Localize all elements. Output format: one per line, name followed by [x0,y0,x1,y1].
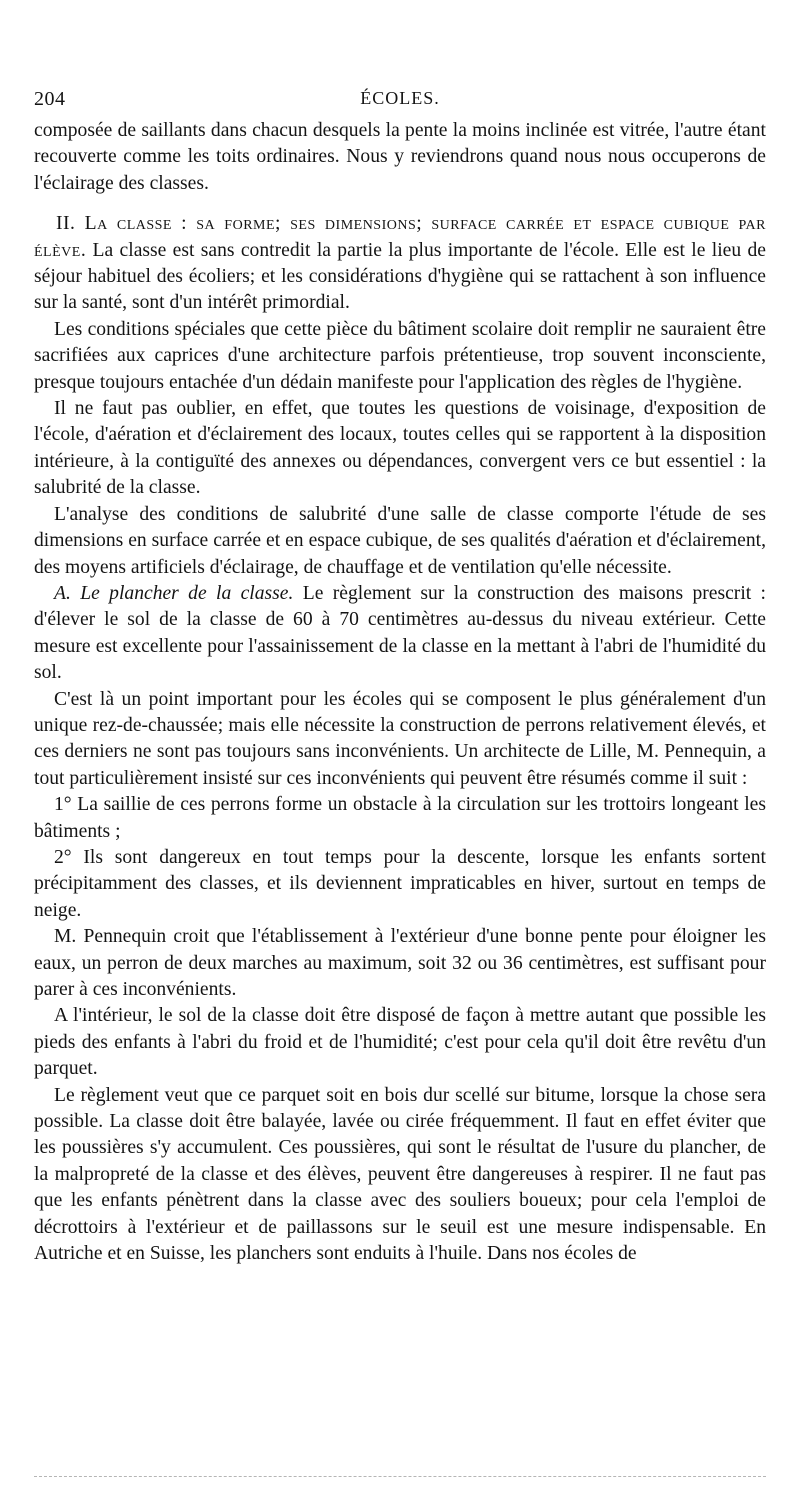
paragraph: L'analyse des conditions de salubrité d'une salle de classe comporte l'étude de ses dimensions en surface carrée et en espace cubique, de ses qualités d'aération et d'éclairement, des moyens artificiels d'éclairage, de chauffage et de ventilation qu'elle nécessite. [34,503,766,578]
subsection-paragraph [34,581,766,687]
list-item: 1° La saillie de ces perrons forme un obstacle à la circulation sur les trottoirs longeant les bâtiments ; [34,794,766,842]
subsection-label: A. Le plancher de la classe. [54,582,294,604]
section-heading: II. La classe : sa forme; ses dimensions; surface carrée et espace cubique par élève. [34,213,766,261]
list-item: 2° Ils sont dangereux en tout temps pour la descente, lorsque les enfants sortent précipitamment des classes, et ils deviennent impraticables en hiver, surtout en temps de neige. [34,846,766,921]
section-heading-body: La classe est sans contredit la partie la plus importante de l'école. Elle est le lieu de séjour habituel des écoliers; et les considérations d'hygiène qui se rattachent à son influence sur la santé, sont d'un intérêt primordial. [34,239,766,314]
page-number: 204 [34,88,66,110]
paragraph: Le règlement veut que ce parquet soit en bois dur scellé sur bitume, lorsque la chose sera possible. La classe doit être balayée, lavée ou cirée fréquemment. Il faut en effet éviter que les poussières s'y accumulent. Ces poussières, qui sont le résultat de l'usure du plancher, de la malpropreté de la classe et des élèves, peuvent être dangereuses à respirer. Il ne faut pas que les enfants pénètrent dans la classe avec des souliers boueux; pour cela l'emploi de décrottoirs à l'extérieur et de paillassons sur le seuil est une mesure indispensable. En Autriche et en Suisse, les planchers sont enduits à l'huile. Dans nos écoles de [34,1084,766,1265]
paragraph: Les conditions spéciales que cette pièce du bâtiment scolaire doit remplir ne sauraient être sacrifiées aux caprices d'une architecture parfois prétentieuse, trop souvent inconsciente, presque toujours entachée d'un dédain manifeste pour l'application des règles de l'hygiène. [34,318,766,393]
section-heading-paragraph [34,211,766,317]
paragraph-continuation: composée de saillants dans chacun desquels la pente la moins inclinée est vitrée, l'autre étant recouverte comme les toits ordinaires. Nous y reviendrons quand nous nous occuperons de l'éclairage des classes. [34,120,766,194]
paragraph: M. Pennequin croit que l'établissement à l'extérieur d'une bonne pente pour éloigner les eaux, un perron de deux marches au maximum, soit 32 ou 36 centimètres, est suffisant pour parer à ces inconvénients. [34,926,766,1000]
subsection-body: Le règlement sur la construction des maisons prescrit : d'élever le sol de la classe de 60 à 70 centimètres au-dessus du niveau extérieur. Cette mesure est excellente pour l'assainissement de la classe en la mettant à l'abri de l'humidité du sol. [34,582,766,684]
paragraph: Il ne faut pas oublier, en effet, que toutes les questions de voisinage, d'exposition de l'école, d'aération et d'éclairement des locaux, toutes celles qui se rapportent à la disposition intérieure, à la contiguïté des annexes ou dépendances, convergent vers ce but essentiel : la salubrité de la classe. [34,398,766,499]
running-head [34,88,766,114]
paragraph: C'est là un point important pour les écoles qui se composent le plus généralement d'un unique rez-de-chaussée; mais elle nécessite la construction de perrons relativement élevés, et ces derniers ne sont pas toujours sans inconvénients. Un architecte de Lille, M. Pennequin, a tout particulièrement insisté sur ces inconvénients qui peuvent être résumés comme il suit : [34,688,766,789]
paragraph: A l'intérieur, le sol de la classe doit être disposé de façon à mettre autant que possible les pieds des enfants à l'abri du froid et de l'humidité; c'est pour cela qu'il doit être revêtu d'un parquet. [34,1005,766,1080]
page-bottom-rule [34,1476,766,1477]
running-title: ÉCOLES. [360,88,440,108]
body-text [34,118,766,1267]
